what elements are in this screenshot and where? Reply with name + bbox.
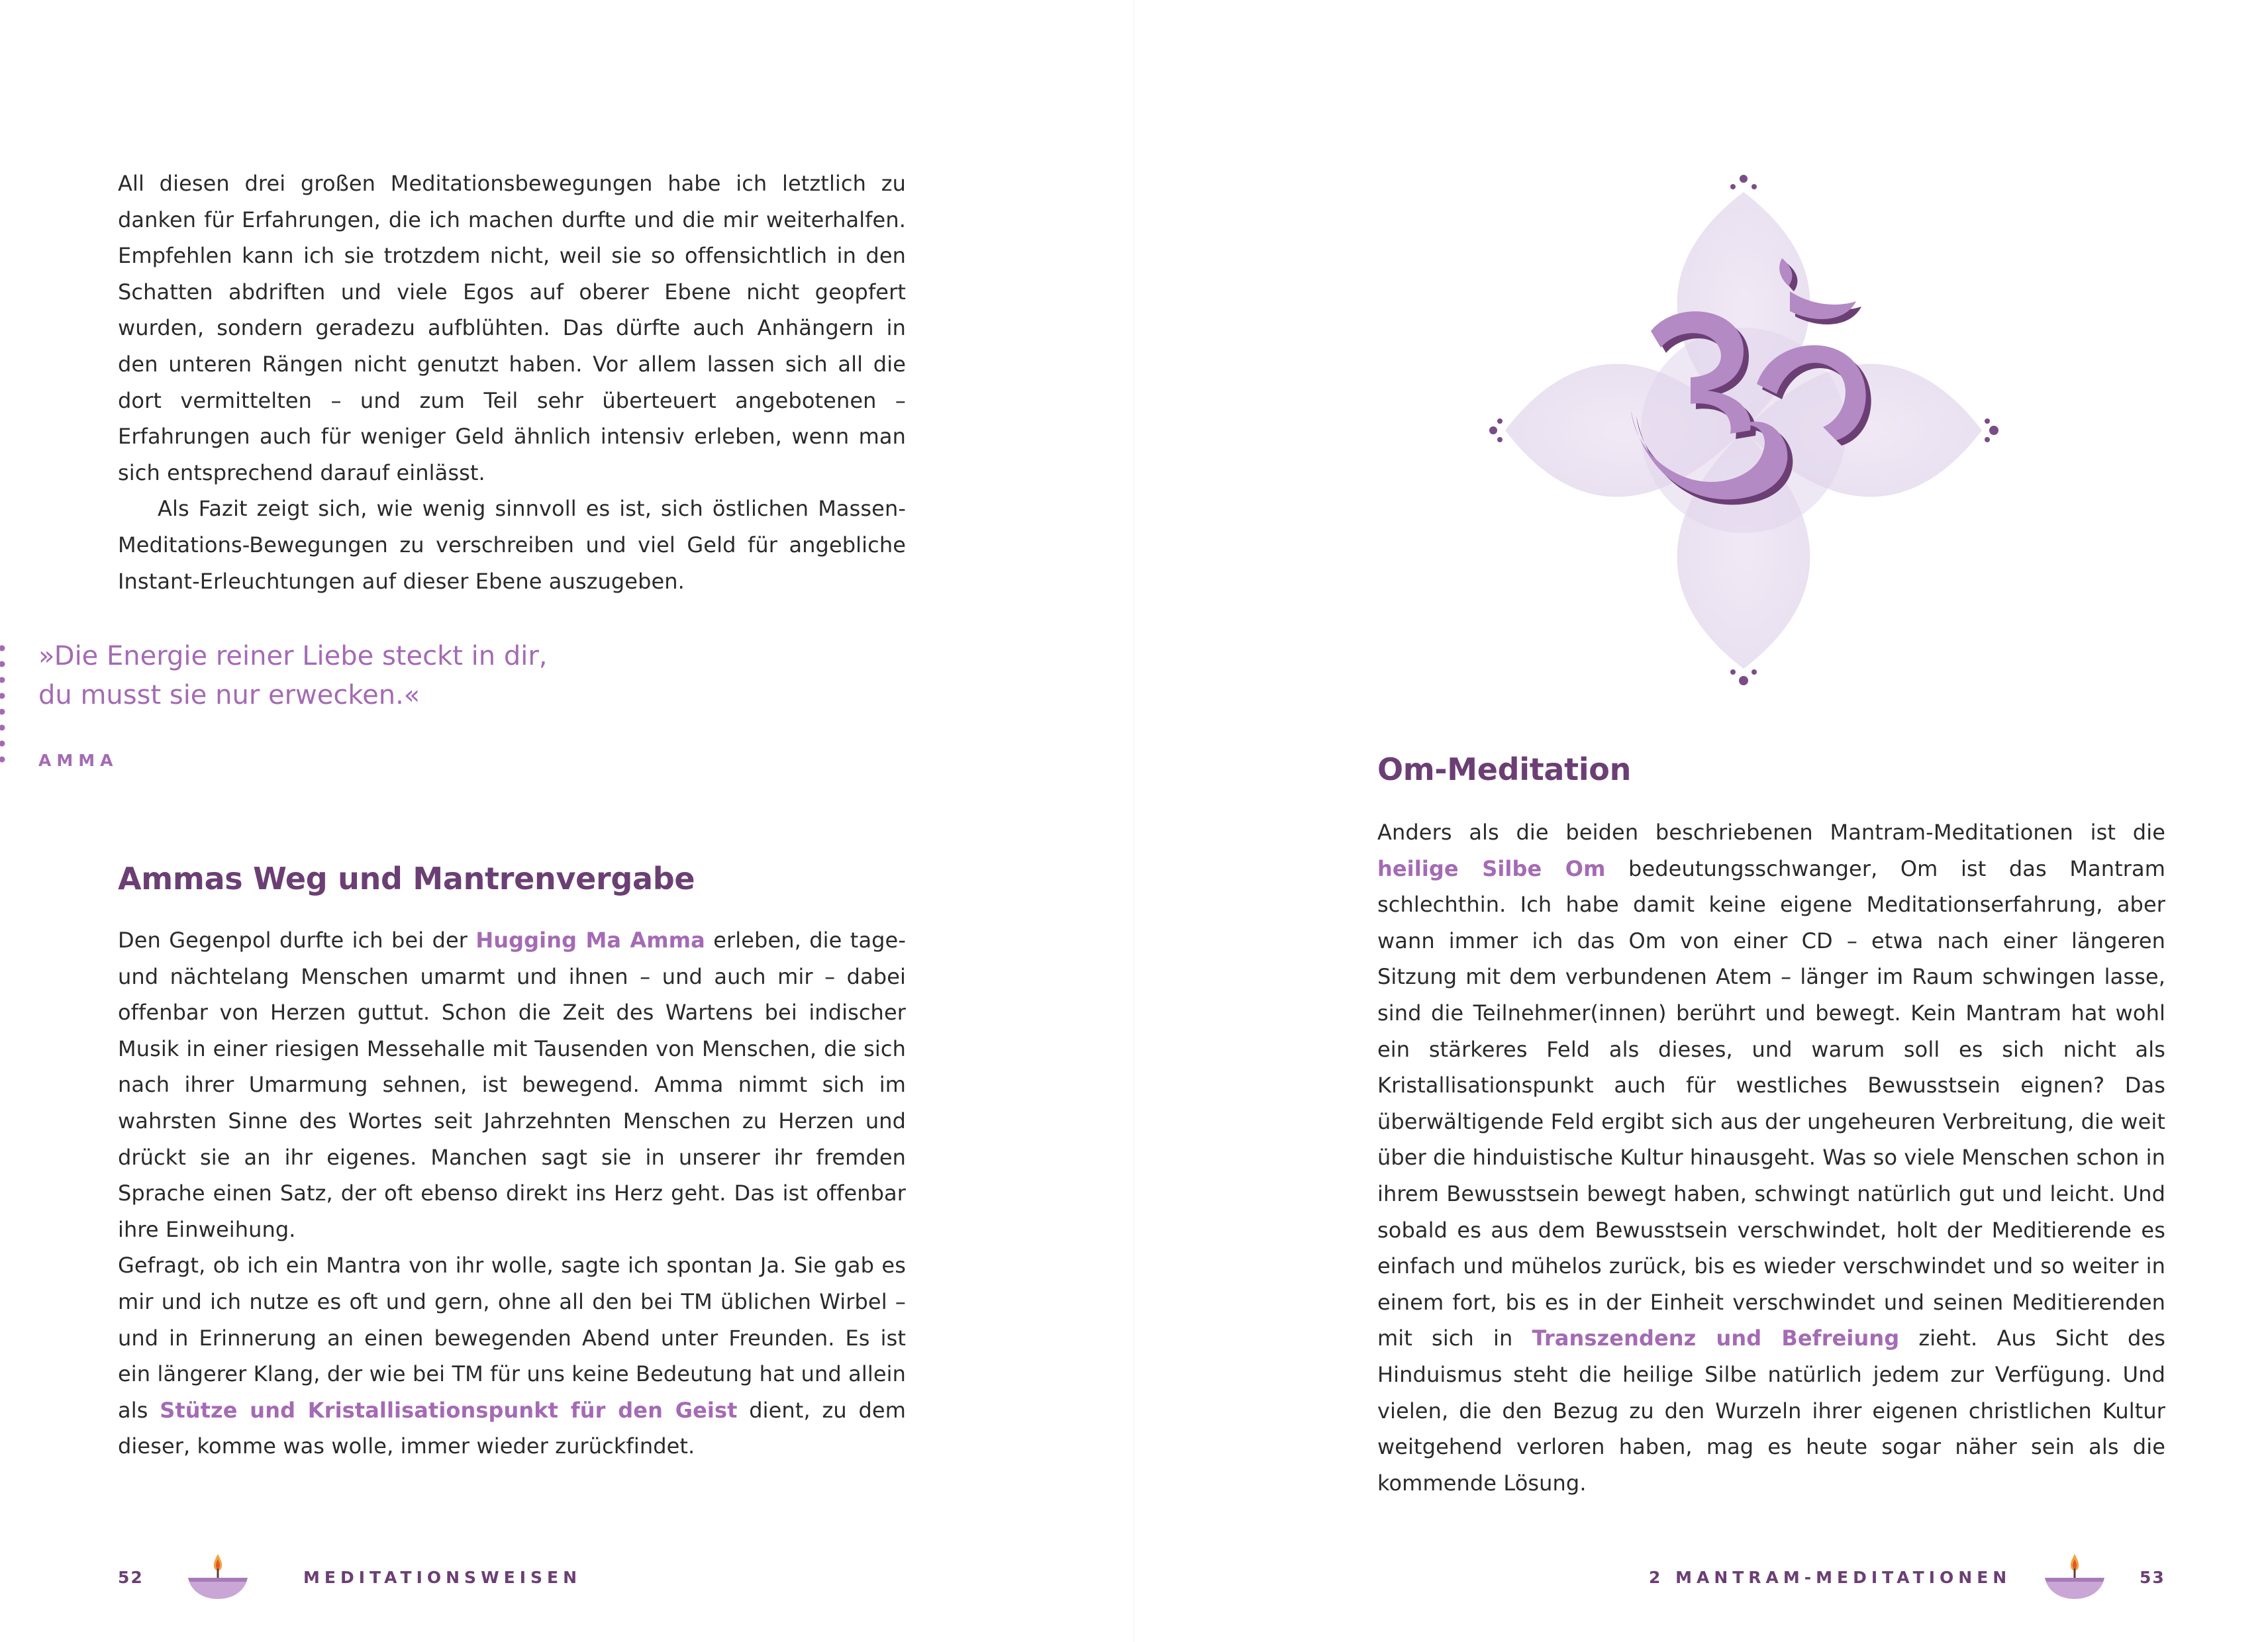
quote-author: AMMA — [38, 751, 119, 770]
running-title-left: MEDITATIONSWEISEN — [303, 1568, 582, 1587]
section-heading-om-meditation: Om-Meditation — [1377, 751, 1632, 787]
quote-text — [38, 637, 547, 715]
highlight-hugging-ma-amma: Hugging Ma Amma — [475, 928, 705, 953]
text-run: Den Gegenpol durfte ich bei der — [118, 928, 476, 953]
pull-quote — [0, 637, 727, 776]
text-run: Anders als die beiden beschriebenen Mantram-Meditationen ist die — [1377, 820, 2165, 845]
intro-paragraph-2: Als Fazit zeigt sich, wie wenig sinnvoll es ist, sich östlichen Massen-Meditations-Bewegungen zu verschreiben und viel Geld für angebliche Instant-Erleuchtungen auf dieser Ebene auszugeben. — [118, 496, 906, 594]
highlight-transzendenz: Transzendenz und Befreiung — [1532, 1326, 1900, 1351]
text-run: Gefragt, ob ich ein Mantra von ihr wolle, sagte ich spontan Ja. Sie gab es mir und ich nutze es oft und gern, ohne all den bei TM üblichen Wirbel – und in Erinnerung an einen bewegenden Abend unter Freunden. Es ist ein längerer Klang, der wie bei TM für uns keine Bedeutung hat und allein als — [118, 1253, 906, 1423]
highlight-stuetze: Stütze und Kristallisationspunkt für den Geist — [160, 1397, 738, 1423]
quote-dots-decoration — [0, 645, 5, 777]
running-title-right: 2 MANTRAM-MEDITATIONEN — [1649, 1568, 2012, 1587]
om-symbol-lotus-icon — [1479, 166, 2008, 695]
ammas-weg-text — [118, 922, 906, 1465]
intro-text — [118, 166, 906, 599]
page-number-right: 53 — [2140, 1568, 2165, 1587]
text-run: bedeutungsschwanger, Om ist das Mantram schlechthin. Ich habe damit keine eigene Meditationserfahrung, aber wann immer ich das Om von einer CD – etwa nach einer längeren Sitzung mit dem verbundenen Atem – länger im Raum schwingen lasse, sind die Teilnehmer(innen) berührt und bewegt. Kein Mantram hat wohl ein stärkeres Feld als dieses, und warum soll es sich nicht als Kristallisationspunkt auch für westliches Bewusstsein eignen? Das überwältigende Feld ergibt sich aus der ungeheuren Verbreitung, die weit über die hinduistische Kultur hinausgeht. Was so viele Menschen schon in ihrem Bewusstsein bewegt haben, schwingt natürlich gut und leicht. Und sobald es aus dem Bewusstsein verschwindet, holt der Meditierende es einfach und mühelos zurück, bis es wieder verschwindet und so weiter in einem fort, bis es in der Einheit verschwindet und seinen Meditierenden mit sich in — [1377, 855, 2165, 1351]
quote-line-1: »Die Energie reiner Liebe steckt in dir, — [38, 641, 548, 671]
page-number-left: 52 — [118, 1568, 144, 1587]
om-paragraph — [1377, 814, 2165, 1501]
highlight-heilige-silbe-om: heilige Silbe Om — [1377, 855, 1606, 881]
intro-paragraph-1: All diesen drei großen Meditationsbewegungen habe ich letztlich zu danken für Erfahrungen, die ich machen durfte und die mir weiterhalfen. Empfehlen kann ich sie trotzdem nicht, weil sie so offensichtlich in den Schatten abdriften und viele Egos auf oberer Ebene nicht geopfert wurden, sondern geradezu aufblühten. Das dürfte auch Anhängern in den unteren Rängen nicht genutzt haben. Vor allem lassen sich all die dort vermittelten – und zum Teil sehr überteuert angebotenen – Erfahrungen auch für weniger Geld ähnlich intensiv erleben, wenn man sich entsprechend darauf einlässt. — [118, 171, 906, 485]
text-run: erleben, die tage- und nächtelang Menschen umarmt und ihnen – und auch mir – dabei offenbar von Herzen guttut. Schon die Zeit des Wartens bei indischer Musik in einer riesigen Messehalle mit Tausenden von Menschen, die sich nach ihrer Umarmung sehnen, ist bewegend. Amma nimmt sich im wahrsten Sinne des Wortes seit Jahrzehnten Menschen zu Herzen und drückt sie an ihr eigenes. Manchen sagt sie in unserer ihr fremden Sprache einen Satz, der oft ebenso direkt ins Herz geht. Das ist offenbar ihre Einweihung. — [118, 928, 906, 1242]
diya-lamp-icon — [187, 1553, 249, 1600]
om-meditation-text — [1377, 814, 2165, 1501]
ammas-paragraph-1 — [118, 922, 906, 1247]
right-page — [1134, 0, 2268, 1642]
section-heading-ammas-weg: Ammas Weg und Mantrenvergabe — [118, 861, 695, 896]
quote-line-2: du musst sie nur erwecken.« — [38, 680, 420, 710]
diya-lamp-icon — [2044, 1553, 2106, 1600]
text-run: zieht. Aus Sicht des Hinduismus steht die heilige Silbe natürlich jedem zur Verfügung. Und vielen, die den Bezug zu den Wurzeln ihrer eigenen christlichen Kultur weitgehend verloren haben, mag es heute sogar näher sein als die kommende Lösung. — [1377, 1326, 2165, 1496]
ammas-paragraph-2 — [118, 1247, 906, 1465]
text-run: dient, zu dem dieser, komme was wolle, immer wieder zurückfindet. — [118, 1397, 906, 1459]
